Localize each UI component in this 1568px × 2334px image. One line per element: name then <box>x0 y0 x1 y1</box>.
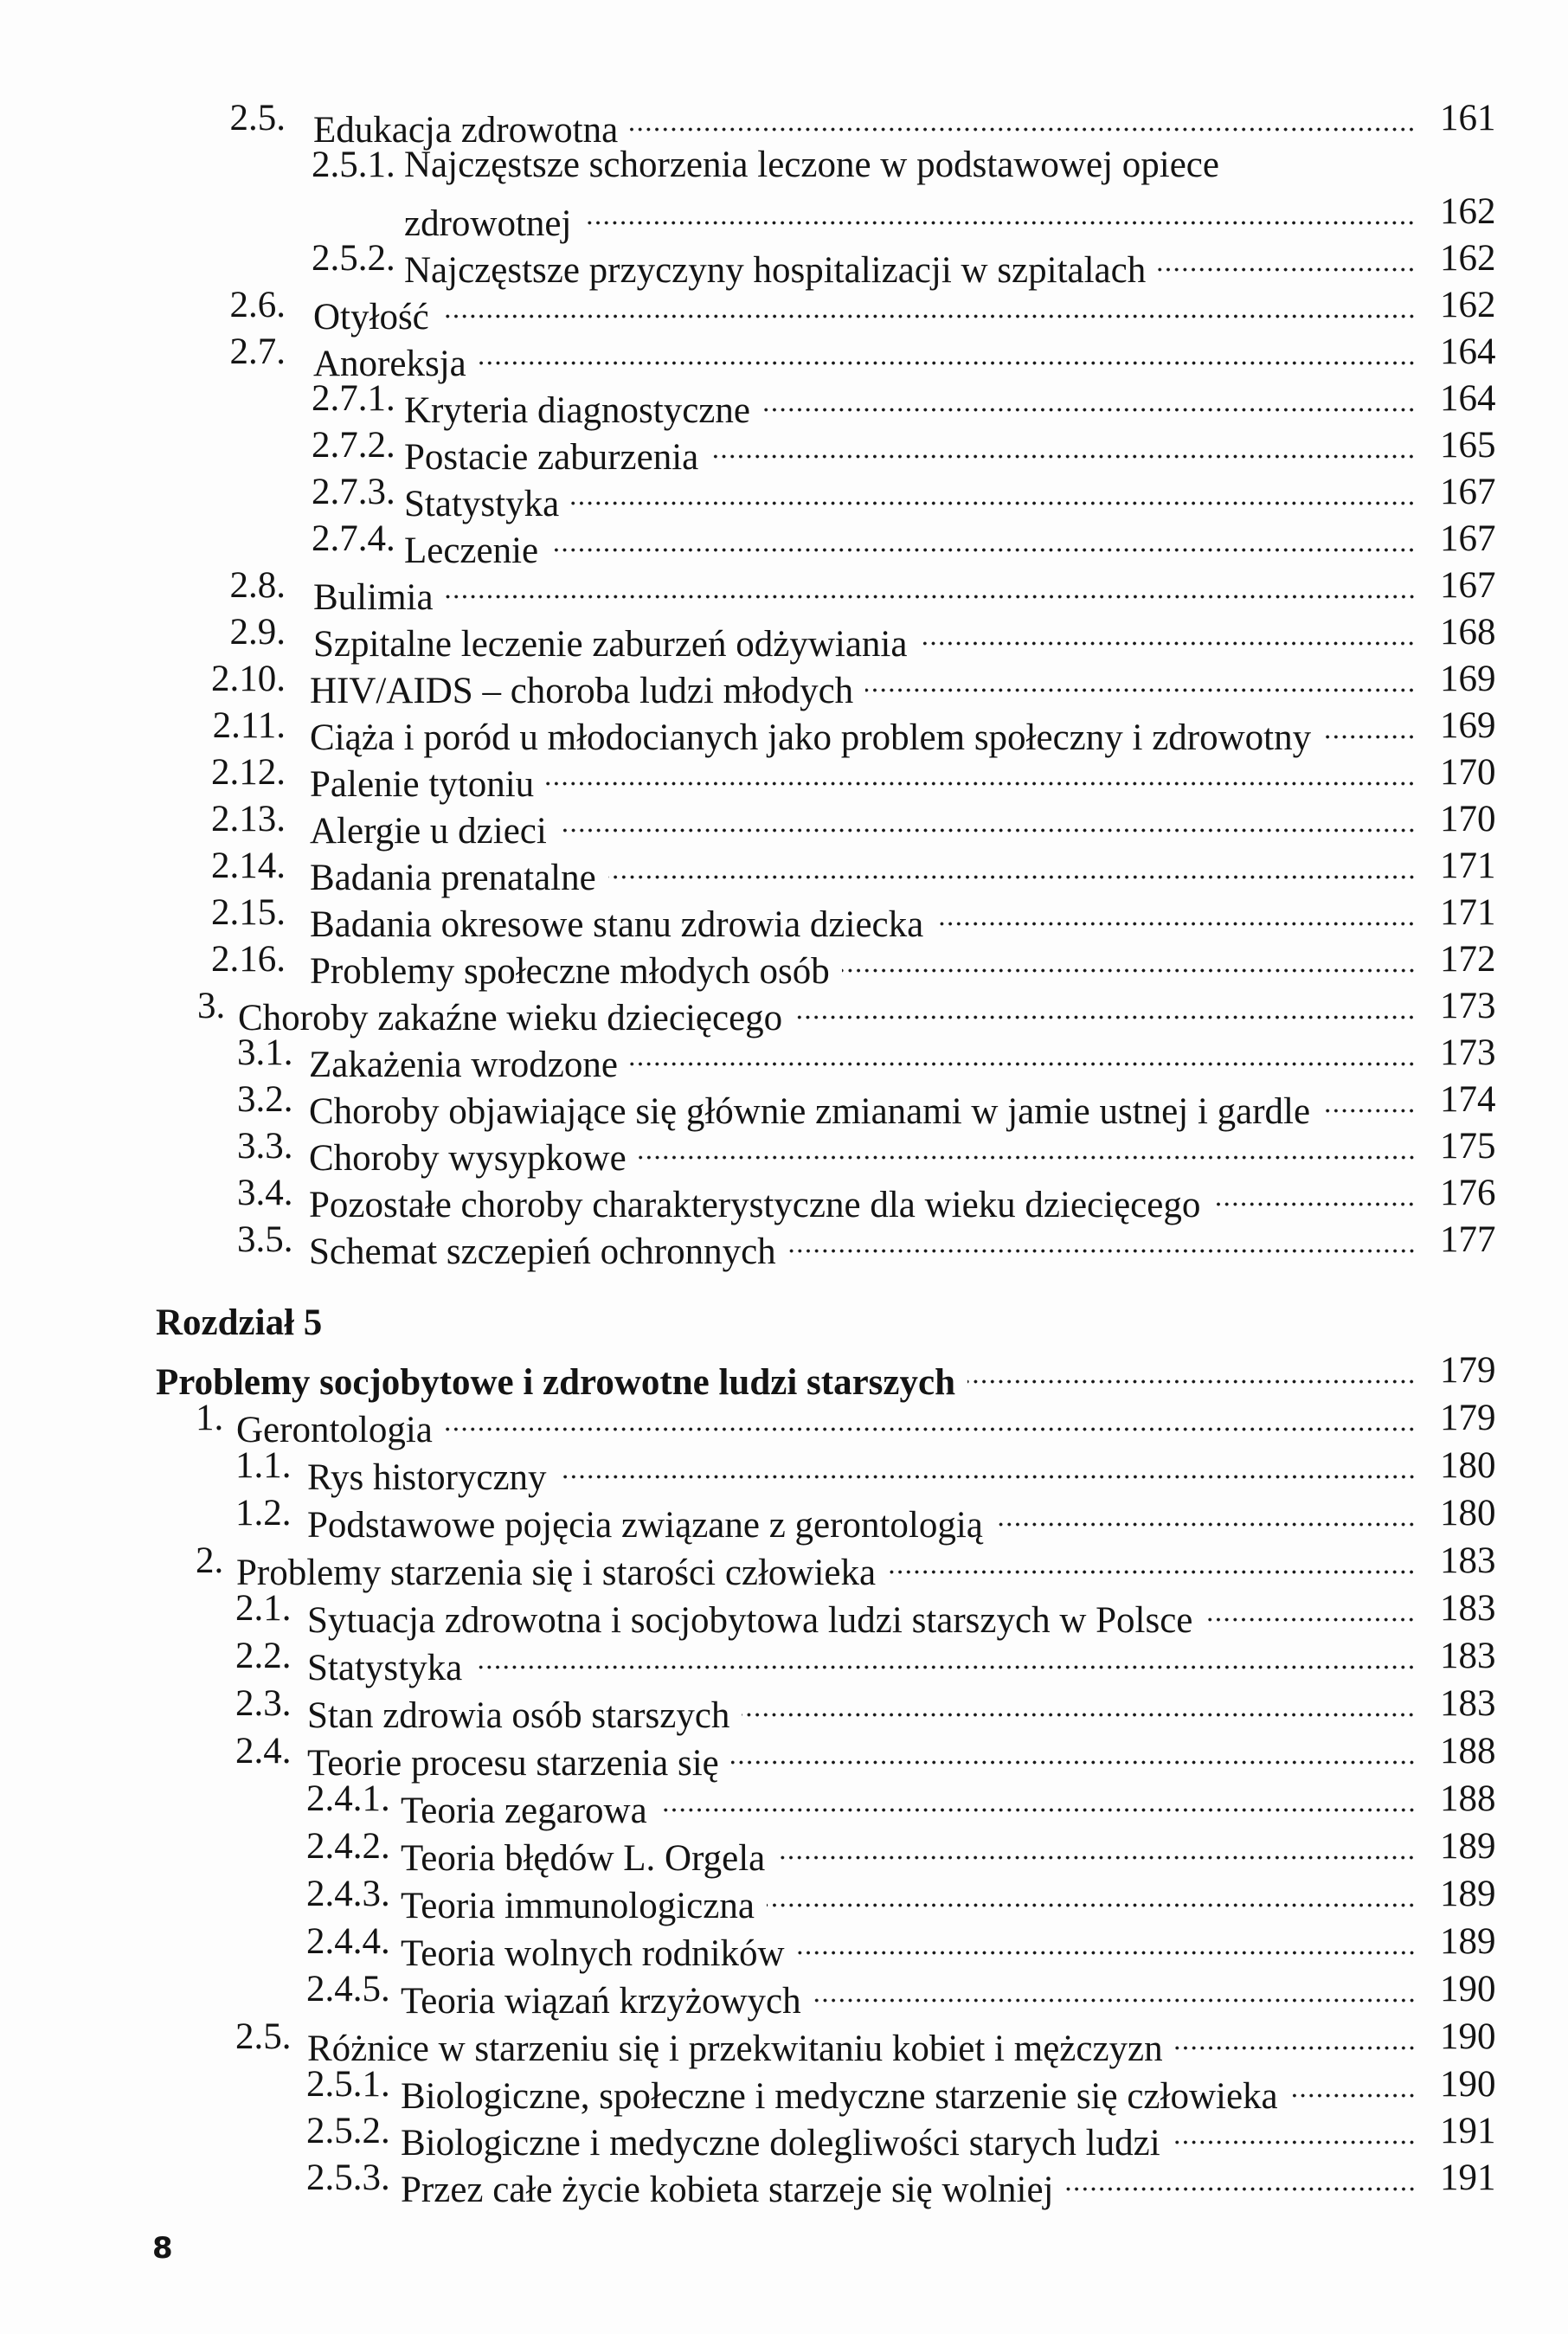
dot-leader <box>630 95 1416 142</box>
entry-number: 2.12. <box>211 752 286 793</box>
entry-number: 2.4.1. <box>306 1778 390 1819</box>
entry-page: 171 <box>1440 846 1496 886</box>
entry-page: 169 <box>1440 659 1496 699</box>
toc-entry[interactable] <box>0 1776 1568 1831</box>
toc-entry[interactable] <box>0 749 1568 805</box>
entry-title: HIV/AIDS – choroba ludzi młodych <box>310 671 854 711</box>
entry-title: Alergie u dzieci <box>310 811 547 852</box>
toc-entry[interactable] <box>0 983 1568 1038</box>
dot-leader <box>559 796 1416 843</box>
entry-title: Szpitalne leczenie zaburzeń odżywiania <box>313 624 908 665</box>
dot-leader <box>546 749 1416 796</box>
entry-page: 190 <box>1440 2016 1496 2057</box>
entry-title: Otyłość <box>313 297 429 338</box>
toc-entry[interactable] <box>0 703 1568 758</box>
entry-page: 174 <box>1440 1079 1496 1120</box>
entry-number: 3.1. <box>237 1032 293 1073</box>
entry-number: 2.5.1. <box>306 2064 390 2105</box>
dot-leader <box>865 656 1416 703</box>
entry-page: 183 <box>1440 1636 1496 1676</box>
entry-page: 164 <box>1440 378 1496 419</box>
toc-entry[interactable] <box>0 422 1568 478</box>
toc-entry[interactable] <box>0 656 1568 711</box>
toc-entry[interactable] <box>0 1538 1568 1593</box>
entry-title: Podstawowe pojęcia związane z gerontologią <box>307 1505 983 1546</box>
dot-leader <box>788 1217 1416 1263</box>
toc-entry[interactable] <box>0 890 1568 945</box>
entry-title: Zakażenia wrodzone <box>309 1045 618 1085</box>
entry-title: Najczęstsze schorzenia leczone w podstawowej opiece <box>404 145 1219 185</box>
entry-page: 167 <box>1440 565 1496 606</box>
entry-page: 169 <box>1440 705 1496 746</box>
entry-title: Ciąża i poród u młodocianych jako problem społeczny i zdrowotny <box>310 717 1312 758</box>
chapter-title-entry[interactable] <box>0 1347 1568 1403</box>
dot-leader <box>1066 2155 1417 2202</box>
dot-leader <box>794 983 1416 1030</box>
entry-page: 173 <box>1440 1032 1496 1073</box>
dot-leader <box>583 189 1416 235</box>
chapter-label <box>0 1300 1568 1347</box>
dot-leader <box>550 516 1416 563</box>
dot-leader <box>935 890 1416 936</box>
entry-title: Leczenie <box>404 530 539 571</box>
entry-number: 1.2. <box>235 1493 292 1533</box>
dot-leader <box>813 1966 1416 2013</box>
entry-title: Kryteria diagnostyczne <box>404 390 750 431</box>
toc-entry[interactable] <box>0 2108 1568 2164</box>
dot-leader <box>742 1681 1416 1727</box>
entry-title: Teoria wolnych rodników <box>401 1933 785 1974</box>
dot-leader <box>479 329 1416 376</box>
entry-page: 189 <box>1440 1874 1496 1914</box>
toc-entry[interactable] <box>0 609 1568 665</box>
toc-entry[interactable] <box>0 1871 1568 1926</box>
toc-entry[interactable] <box>0 282 1568 338</box>
entry-page: 167 <box>1440 472 1496 512</box>
dot-leader <box>608 843 1416 890</box>
toc-entry[interactable] <box>0 2061 1568 2117</box>
toc-entry[interactable] <box>0 142 1568 189</box>
entry-number: 2.5.1. <box>312 145 395 185</box>
entry-title: Biologiczne, społeczne i medyczne starzenie się człowieka <box>401 2076 1278 2117</box>
dot-leader <box>1212 1170 1416 1217</box>
toc-entry[interactable] <box>0 95 1568 151</box>
entry-page: 191 <box>1440 2111 1496 2151</box>
entry-page: 180 <box>1440 1445 1496 1486</box>
dot-leader <box>1175 2014 1416 2061</box>
toc-entry[interactable] <box>0 1030 1568 1085</box>
entry-page: 190 <box>1440 2064 1496 2105</box>
dot-leader <box>1322 1077 1416 1123</box>
toc-entry[interactable] <box>0 1123 1568 1179</box>
entry-title: Edukacja zdrowotna <box>313 110 619 151</box>
entry-number: 2.5.3. <box>306 2157 390 2198</box>
entry-title: Najczęstsze przyczyny hospitalizacji w szpitalach <box>404 250 1147 291</box>
entry-number: 2.13. <box>211 799 286 839</box>
toc-entry[interactable] <box>0 376 1568 431</box>
dot-leader <box>659 1776 1416 1823</box>
entry-title: Teoria błędów L. Orgela <box>401 1838 766 1879</box>
dot-leader <box>639 1123 1416 1170</box>
entry-title: Badania okresowe stanu zdrowia dziecka <box>310 904 924 945</box>
entry-page: 177 <box>1440 1219 1496 1260</box>
entry-number: 2.4.5. <box>306 1969 390 2009</box>
entry-page: 188 <box>1440 1778 1496 1819</box>
entry-page: 183 <box>1440 1540 1496 1581</box>
entry-page: 161 <box>1440 98 1496 138</box>
entry-title: Badania prenatalne <box>310 858 596 898</box>
entry-title: Palenie tytoniu <box>310 764 535 805</box>
entry-page: 183 <box>1440 1683 1496 1724</box>
entry-page: 189 <box>1440 1921 1496 1962</box>
entry-number: 3.2. <box>237 1079 293 1120</box>
dot-leader <box>559 1443 1416 1489</box>
entry-title: Teoria zegarowa <box>401 1791 647 1831</box>
entry-title: Przez całe życie kobieta starzeje się wolniej <box>401 2170 1054 2210</box>
entry-page: 172 <box>1440 939 1496 980</box>
entry-number: 2.15. <box>211 892 286 933</box>
entry-page: 180 <box>1440 1493 1496 1533</box>
dot-leader <box>762 376 1416 422</box>
toc-entry[interactable] <box>0 2155 1568 2210</box>
dot-leader <box>842 936 1416 983</box>
entry-number: 2.4.4. <box>306 1921 390 1962</box>
entry-number: 2.5.2. <box>306 2111 390 2151</box>
dot-leader <box>474 1633 1416 1680</box>
toc-entry-continuation[interactable] <box>0 189 1568 244</box>
toc-entry[interactable] <box>0 1490 1568 1546</box>
toc-entry[interactable] <box>0 1443 1568 1498</box>
entry-number: 1. <box>196 1398 224 1438</box>
entry-title: Choroby zakaźne wieku dziecięcego <box>238 998 783 1038</box>
toc-entry[interactable] <box>0 516 1568 571</box>
entry-title: Statystyka <box>404 484 560 524</box>
entry-page: 179 <box>1440 1398 1496 1438</box>
entry-page: 189 <box>1440 1826 1496 1867</box>
entry-title: Pozostałe choroby charakterystyczne dla wieku dziecięcego <box>309 1185 1201 1225</box>
dot-leader <box>710 422 1416 469</box>
dot-leader <box>441 282 1416 329</box>
toc-entry[interactable] <box>0 1395 1568 1450</box>
entry-number: 1.1. <box>235 1445 292 1486</box>
entry-number: 2.10. <box>211 659 286 699</box>
entry-title: Stan zdrowia osób starszych <box>307 1695 730 1736</box>
toc-entry[interactable] <box>0 1633 1568 1688</box>
entry-page: 188 <box>1440 1731 1496 1771</box>
entry-title: Sytuacja zdrowotna i socjobytowa ludzi starszych w Polsce <box>307 1600 1193 1641</box>
toc-entry[interactable] <box>0 469 1568 524</box>
toc-entry[interactable] <box>0 1728 1568 1784</box>
toc-entry[interactable] <box>0 235 1568 291</box>
entry-number: 2.7. <box>229 331 286 372</box>
entry-title: Anoreksja <box>313 344 466 384</box>
entry-number: 3.3. <box>237 1126 293 1167</box>
entry-title: Schemat szczepień ochronnych <box>309 1231 776 1272</box>
entry-page: 170 <box>1440 799 1496 839</box>
dot-leader <box>571 469 1416 516</box>
page-number: 8 <box>152 2231 173 2266</box>
entry-page: 191 <box>1440 2157 1496 2198</box>
toc-entry[interactable] <box>0 1681 1568 1736</box>
entry-title: Teorie procesu starzenia się <box>307 1743 719 1784</box>
dot-leader <box>995 1490 1416 1537</box>
entry-title: Statystyka <box>307 1648 463 1688</box>
toc-entry[interactable] <box>0 1919 1568 1974</box>
entry-title: Teoria immunologiczna <box>401 1886 755 1926</box>
toc-entry[interactable] <box>0 1077 1568 1132</box>
entry-number: 2.6. <box>229 285 286 325</box>
toc-entry[interactable] <box>0 843 1568 898</box>
toc-entry[interactable] <box>0 1217 1568 1272</box>
chapter-title: Problemy socjobytowe i zdrowotne ludzi starszych <box>156 1362 955 1403</box>
entry-title: Teoria wiązań krzyżowych <box>401 1981 801 2022</box>
entry-page: 162 <box>1440 238 1496 279</box>
entry-page: 171 <box>1440 892 1496 933</box>
toc-entry[interactable] <box>0 1966 1568 2022</box>
entry-number: 2.5. <box>229 98 286 138</box>
entry-title: Rys historyczny <box>307 1457 547 1498</box>
entry-title: Bulimia <box>313 577 434 618</box>
dot-leader <box>446 563 1416 609</box>
entry-number: 2.14. <box>211 846 286 886</box>
entry-number: 2.2. <box>235 1636 292 1676</box>
entry-title: Problemy starzenia się i starości człowieka <box>236 1553 877 1593</box>
entry-page: 162 <box>1440 191 1496 232</box>
entry-title: Biologiczne i medyczne dolegliwości starych ludzi <box>401 2123 1160 2164</box>
entry-number: 2.5.2. <box>312 238 395 279</box>
entry-page: 176 <box>1440 1173 1496 1213</box>
dot-leader <box>967 1347 1416 1394</box>
entry-number: 2.4.3. <box>306 1874 390 1914</box>
entry-number: 2.3. <box>235 1683 292 1724</box>
dot-leader <box>731 1728 1416 1775</box>
dot-leader <box>1290 2061 1416 2108</box>
toc-entry[interactable] <box>0 2014 1568 2069</box>
entry-number: 2.5. <box>235 2016 292 2057</box>
entry-title: Różnice w starzeniu się i przekwitaniu kobiet i mężczyzn <box>307 2029 1163 2069</box>
dot-leader <box>1173 2108 1416 2155</box>
toc-entry[interactable] <box>0 1170 1568 1225</box>
dot-leader <box>919 609 1416 656</box>
dot-leader <box>777 1823 1416 1870</box>
entry-number: 2.4. <box>235 1731 292 1771</box>
entry-number: 3. <box>197 986 226 1026</box>
entry-page: 165 <box>1440 425 1496 466</box>
entry-page: 168 <box>1440 612 1496 653</box>
entry-page: 183 <box>1440 1588 1496 1629</box>
entry-number: 2.4.2. <box>306 1826 390 1867</box>
entry-number: 2.8. <box>229 565 286 606</box>
toc-entry[interactable] <box>0 563 1568 618</box>
entry-title: zdrowotnej <box>404 203 572 244</box>
entry-page: 170 <box>1440 752 1496 793</box>
entry-number: 2.7.1. <box>312 378 395 419</box>
dot-leader <box>630 1030 1416 1077</box>
toc-entry[interactable] <box>0 936 1568 992</box>
entry-page: 162 <box>1440 285 1496 325</box>
entry-page: 167 <box>1440 518 1496 559</box>
dot-leader <box>1323 703 1416 749</box>
dot-leader <box>1158 235 1416 282</box>
chapter-number-label: Rozdział 5 <box>156 1302 323 1343</box>
entry-number: 2.7.3. <box>312 472 395 512</box>
toc-entry[interactable] <box>0 1585 1568 1641</box>
entry-number: 3.4. <box>237 1173 293 1213</box>
entry-title: Gerontologia <box>236 1410 433 1450</box>
entry-number: 2. <box>196 1540 224 1581</box>
entry-title: Postacie zaburzenia <box>404 437 699 478</box>
toc-entry[interactable] <box>0 329 1568 384</box>
entry-number: 3.5. <box>237 1219 293 1260</box>
entry-title: Choroby wysypkowe <box>309 1138 627 1179</box>
entry-title: Problemy społeczne młodych osób <box>310 951 830 992</box>
dot-leader <box>888 1538 1416 1585</box>
entry-number: 2.16. <box>211 939 286 980</box>
entry-number: 2.7.4. <box>312 518 395 559</box>
entry-number: 2.7.2. <box>312 425 395 466</box>
entry-number: 2.1. <box>235 1588 292 1629</box>
dot-leader <box>767 1871 1416 1918</box>
entry-number: 2.9. <box>229 612 286 653</box>
entry-page: 175 <box>1440 1126 1496 1167</box>
entry-page: 173 <box>1440 986 1496 1026</box>
chapter-page: 179 <box>1440 1350 1496 1391</box>
entry-page: 164 <box>1440 331 1496 372</box>
dot-leader <box>1205 1585 1416 1632</box>
toc-entry[interactable] <box>0 796 1568 852</box>
dot-leader <box>797 1919 1416 1965</box>
entry-title: Choroby objawiające się głównie zmianami w jamie ustnej i gardle <box>309 1091 1311 1132</box>
dot-leader <box>445 1395 1416 1442</box>
toc-entry[interactable] <box>0 1823 1568 1879</box>
entry-number: 2.11. <box>212 705 286 746</box>
entry-page: 190 <box>1440 1969 1496 2009</box>
